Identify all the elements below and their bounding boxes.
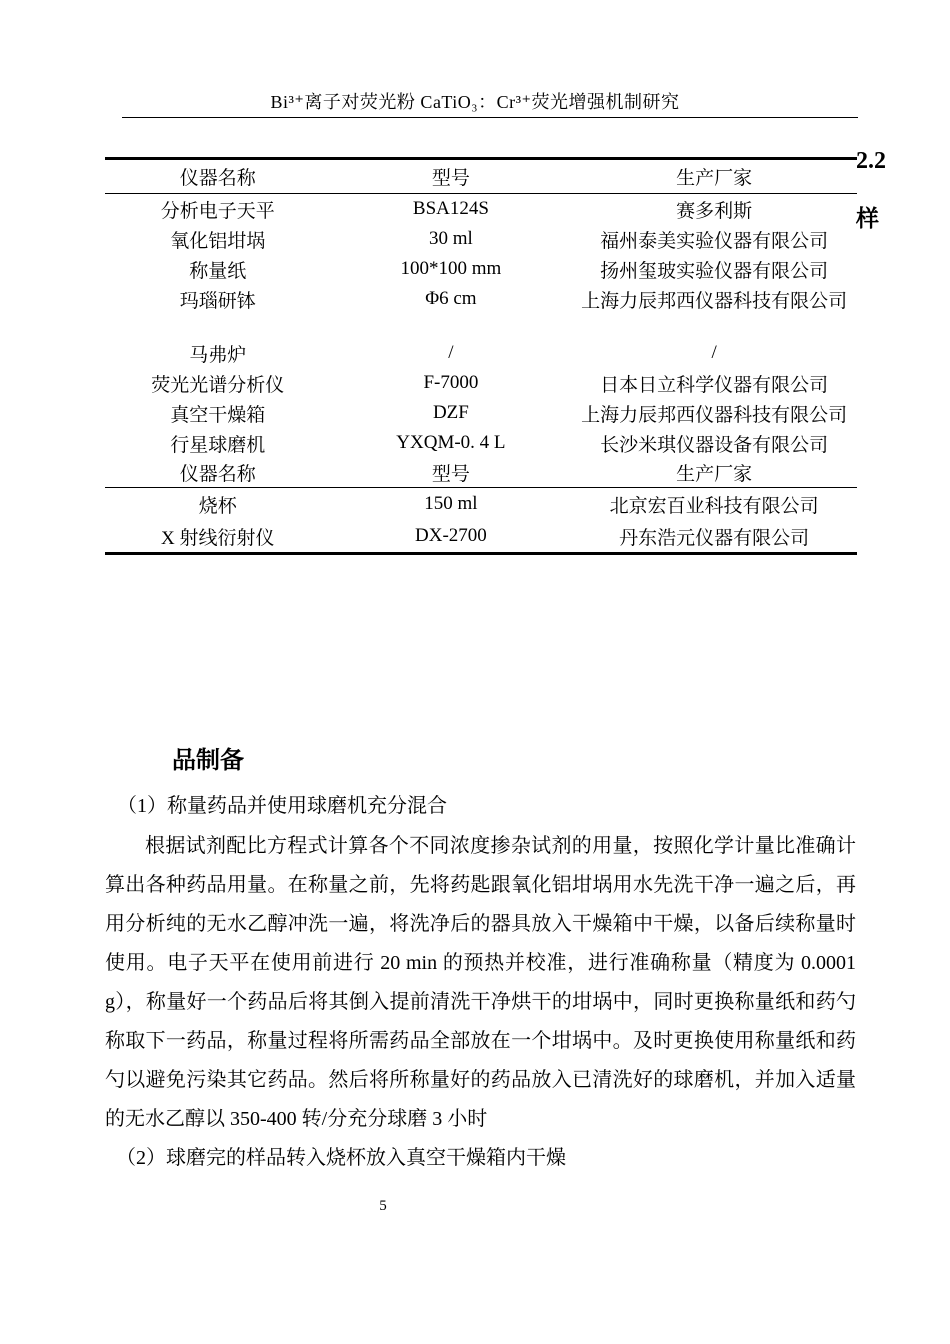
table-cell: 荧光光谱分析仪	[151, 374, 285, 396]
table-row	[105, 194, 857, 224]
table-cell: 行星球磨机	[170, 434, 266, 456]
table-cell: 上海力辰邦西仪器科技有限公司	[581, 290, 848, 312]
table-row	[105, 338, 857, 368]
table-cell: 扬州玺玻实验仪器有限公司	[600, 260, 829, 282]
section-title-fragment-right: 样	[856, 205, 879, 231]
table-row	[105, 428, 857, 458]
table-continued-header-row	[105, 458, 857, 488]
table-row	[105, 368, 857, 398]
table-cell: 玛瑙研钵	[179, 290, 256, 312]
table-header-cell: 仪器名称	[179, 464, 256, 485]
table-cell: 称量纸	[189, 260, 247, 282]
procedure-step-1: （1）称量药品并使用球磨机充分混合	[117, 795, 447, 817]
table-cell: F-7000	[423, 372, 479, 393]
table-cell: /	[448, 342, 454, 363]
table-cell: 日本日立科学仪器有限公司	[600, 374, 829, 396]
table-header-cell: 型号	[431, 464, 470, 485]
paragraph-line: 的无水乙醇以 350-400 转/分充分球磨 3 小时	[105, 1108, 488, 1130]
table-row	[105, 520, 857, 552]
table-cell: 真空干燥箱	[170, 404, 266, 426]
table-row	[105, 254, 857, 284]
running-head-rule	[122, 117, 858, 118]
table-header-cell: 仪器名称	[179, 168, 256, 189]
table-cell: DX-2700	[415, 525, 487, 546]
paragraph-line: 使用。电子天平在使用前进行 20 min 的预热并校准，进行准确称量（精度为 0.0001	[105, 952, 856, 974]
table-header-cell: 生产厂家	[676, 464, 753, 485]
table-row	[105, 284, 857, 314]
table-cell: 30 ml	[429, 228, 473, 249]
table-cell: 100*100 mm	[400, 258, 502, 279]
section-title-fragment-left: 品制备	[172, 747, 244, 774]
table-header-row	[105, 160, 857, 194]
table-cell: BSA124S	[412, 198, 489, 219]
table-cell: YXQM-0. 4 L	[396, 432, 506, 453]
paragraph-line: 根据试剂配比方程式计算各个不同浓度掺杂试剂的用量，按照化学计量比准确计	[145, 835, 856, 857]
table-cell: Φ6 cm	[425, 288, 477, 309]
table-cell: 长沙米琪仪器设备有限公司	[600, 434, 829, 456]
running-head-title: Bi³⁺离子对荧光粉 CaTiO₃：Cr³⁺荧光增强机制研究	[270, 92, 680, 112]
procedure-step-2: （2）球磨完的样品转入烧杯放入真空干燥箱内干燥	[116, 1147, 566, 1169]
table-row	[105, 224, 857, 254]
table-cell: 北京宏百业科技有限公司	[609, 495, 819, 517]
paragraph-line: 算出各种药品用量。在称量之前，先将药匙跟氧化铝坩埚用水先洗干净一遍之后，再	[105, 874, 856, 896]
table-cell: X 射线衍射仪	[161, 527, 275, 549]
table-row	[105, 398, 857, 428]
table-cell: 烧杯	[198, 495, 237, 517]
paragraph-line: 勺以避免污染其它药品。然后将所称量好的药品放入已清洗好的球磨机，并加入适量	[105, 1069, 856, 1091]
paragraph-line: 用分析纯的无水乙醇冲洗一遍，将洗净后的器具放入干燥箱中干燥，以备后续称量时	[105, 913, 856, 935]
table-cell: 福州泰美实验仪器有限公司	[600, 230, 829, 252]
table-cell: 氧化铝坩埚	[170, 230, 266, 252]
paragraph-line: g），称量好一个药品后将其倒入提前清洗干净烘干的坩埚中，同时更换称量纸和药勺	[105, 991, 856, 1013]
table-cell: 丹东浩元仪器有限公司	[619, 527, 810, 549]
section-number: 2.2	[856, 148, 886, 174]
table-cell: 150 ml	[424, 493, 478, 514]
paragraph-line: 称取下一药品，称量过程将所需药品全部放在一个坩埚中。及时更换使用称量纸和药	[105, 1030, 856, 1052]
table-header-cell: 生产厂家	[676, 168, 753, 189]
table-cell: /	[711, 342, 717, 363]
table-empty-row	[105, 314, 857, 338]
table-cell: 马弗炉	[189, 344, 247, 366]
table-header-cell: 型号	[431, 168, 470, 189]
procedure-paragraph	[105, 827, 856, 1178]
table-cell: DZF	[432, 402, 469, 423]
table-cell: 赛多利斯	[676, 200, 753, 222]
page-number: 5	[379, 1198, 387, 1214]
table-cell: 分析电子天平	[160, 200, 275, 222]
table-cell: 上海力辰邦西仪器科技有限公司	[581, 404, 848, 426]
table-row	[105, 488, 857, 520]
instruments-table	[105, 157, 857, 555]
